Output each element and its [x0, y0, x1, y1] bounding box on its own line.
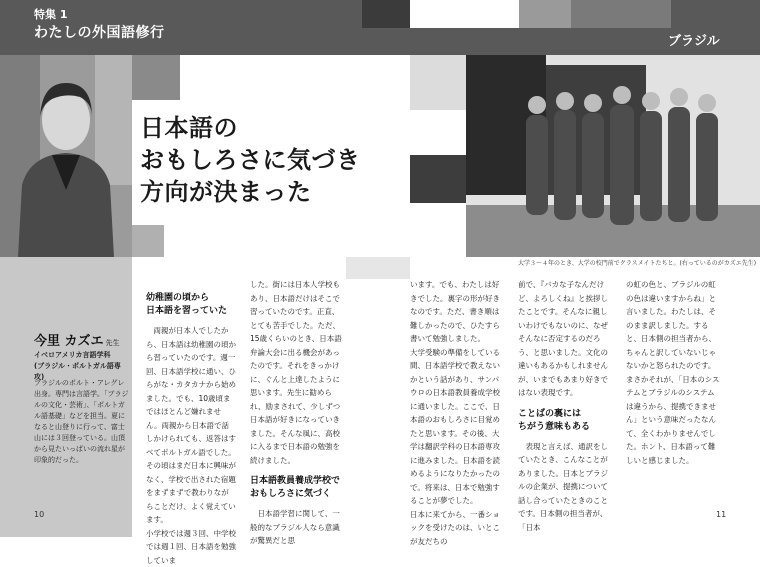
deco-square	[571, 0, 671, 28]
title-line-3: 方向が決まった	[140, 178, 312, 206]
body-paragraph: 両親が日本人でしたから、日本語は幼稚園の頃から習っていたのです。週一回、日本語学校に通い、ひらがな・カタカナから始めました。でも、10歳頃まではほとんど嫌れません。両親から日本語で話しかけられても、返答はすべてポルトガル語でした。その頃はまだ日本に興味がなく、学校で出された宿題をまずまずで教わりながらことだけ、よく覚えています。 小学校では週３回、中学校では週１回、日本語を勉強していま	[146, 326, 236, 565]
deco-square	[132, 55, 180, 100]
body-column-5	[626, 278, 722, 503]
feature-tag: 特集 1	[34, 8, 68, 21]
body-column-1	[146, 290, 236, 565]
deco-square	[410, 155, 466, 203]
group-photo	[466, 55, 760, 257]
section-heading: ことばの裏には ちがう意味もある	[518, 408, 591, 432]
section-heading: 幼稚園の頃から 日本語を習っていた	[146, 293, 228, 316]
body-paragraph: 日本語学習に関して、一般的なブラジル人なら意識が驚異だと思	[250, 509, 340, 545]
body-paragraph: した。街には日本人学校もあり、日本語だけはそこで習っていたのです。正直、とても苦手でした。ただ、15歳くらいのとき、日本語弁論大会に出る機会があったのです。それをきっかけに、ぐんと上達したように思います。先生に勧められ、励まされて、少しずつ日本語が好きになっていきました。そんな風に、高校に入るまで日本語の勉強を続けました。	[250, 280, 342, 465]
series-title: わたしの外国語修行	[34, 25, 165, 41]
body-column-4	[518, 278, 614, 532]
body-paragraph: 表現と言えば、通訳をしていたとき、こんなことがありました。日本とブラジルの企業が、提携について話し合っていたときのことです。日本側の担当者が、「日本	[518, 441, 608, 532]
deco-square	[132, 225, 164, 257]
title-line-2: おもしろさに気づき	[140, 146, 361, 174]
group-illustration	[466, 55, 760, 257]
teacher-department: イベロアメリカ言語学科 (ブラジル・ポルトガル語専攻)	[34, 351, 121, 381]
body-column-3	[410, 278, 506, 546]
section-heading: 日本語教員養成学校で おもしろさに気づく	[250, 476, 341, 499]
deco-square	[362, 0, 410, 28]
body-paragraph: います。でも、わたしは好きでした。裏字の形が好きなのです。ただ、書き順は難しかったので、ひたすら書いて勉強しました。 大学受験の準備をしている間、日本語学校で教えないかという話があり、サンパウロの日本語教員養成学校に通いました。ここで、日本語のおもしろさに目覚めたと思います。その後、大学は翻訳学科の日本語専攻に進みました。日本語を読めるようになりたかったので。将来は、日本で勉強することが夢でした。 日本に来てから、一番ショックを受けたのは、いとこが友だちの	[410, 280, 500, 546]
deco-square	[410, 55, 466, 110]
portrait-photo	[0, 55, 132, 257]
portrait-illustration	[0, 55, 132, 257]
page-number-right: 11	[716, 510, 727, 519]
teacher-name-text: 今里 カズエ	[34, 334, 104, 349]
country-label: ブラジル	[668, 34, 720, 49]
page-number-left: 10	[34, 510, 45, 519]
deco-square	[346, 257, 410, 279]
deco-square	[519, 0, 571, 28]
teacher-name	[34, 330, 120, 349]
body-paragraph: の虹の色と、ブラジルの虹の色は違いますからね」と言いました。わたしは、そのまま訳しました。すると、日本側の担当者から、ちゃんと訳していないじゃないかと怒られたのです。 まさかそれが、「日本のシステムとブラジルのシステムは違うから、提携できません」という意味だったなんて、全くわかりませんでした。ホント、日本語って難しいと感じました。	[626, 280, 720, 465]
teacher-honorific: 先生	[105, 339, 120, 347]
title-line-1: 日本語の	[140, 114, 238, 142]
body-paragraph: 前で、『バカな子なんだけど、よろしくね』と挨拶したことです。そんなに親しいわけでもないのに、なぜそんなに否定するのだろう、と思いました。文化の違いもあるかもしれませんが、いまでもあまり好きではない表現です。	[518, 280, 608, 397]
teacher-bio: ブラジルのポルト・アレグレ出身。専門は言語学。「ブラジルの文化・芸術」、「ポルトガル語基礎」などを担当。夏になると山登りに行って、富士山には３回登っている。山頂から見たいっぱいの流れ星が印象的だった。	[34, 379, 129, 464]
photo-caption: 大学３〜４年のとき、大学の校門前でクラスメイトたちと。(右っているのがカズエ先生)	[518, 260, 757, 267]
body-column-2	[250, 278, 346, 545]
